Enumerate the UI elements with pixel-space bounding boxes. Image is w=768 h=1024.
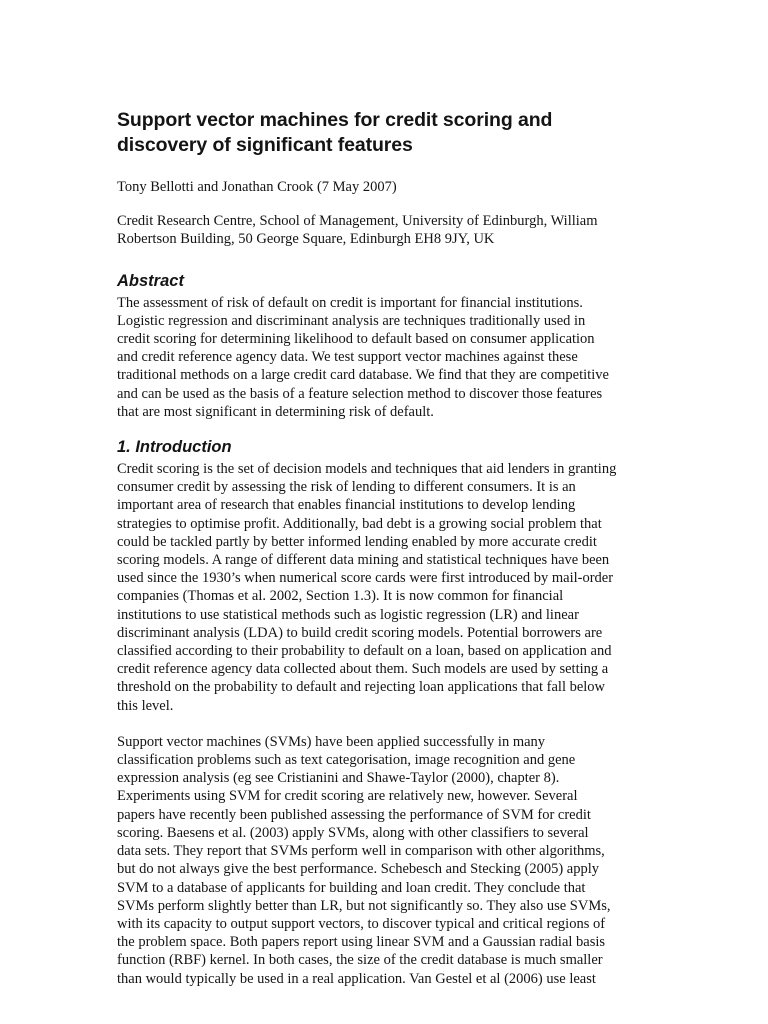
intro-line: used since the 1930’s when numerical score cards were first introduced by mail-order: [117, 570, 614, 587]
intro-line: classification problems such as text categorisation, image recognition and gene: [117, 752, 576, 769]
intro-line: threshold on the probability to default and rejecting loan applications that fall below: [117, 679, 606, 696]
authors-line: Tony Bellotti and Jonathan Crook (7 May 2007): [117, 179, 397, 195]
intro-line: classified according to their probability to default on a loan, based on application and: [117, 643, 612, 660]
introduction-heading: 1. Introduction: [117, 438, 232, 457]
title-line: discovery of significant features: [117, 134, 413, 156]
paper-page: [117, 108, 652, 988]
intro-line: discriminant analysis (LDA) to build credit scoring models. Potential borrowers are: [117, 624, 603, 641]
intro-line: with its capacity to output support vectors, to discover typical and critical regions of: [117, 915, 606, 932]
intro-line: this level.: [117, 697, 174, 714]
intro-line: scoring models. A range of different data mining and statistical techniques have been: [117, 552, 610, 569]
abstract-line: Logistic regression and discriminant analysis are techniques traditionally used in: [117, 312, 586, 329]
abstract-line: and credit reference agency data. We test support vector machines against these: [117, 349, 578, 366]
abstract-heading: Abstract: [117, 271, 184, 290]
affiliation-line: Robertson Building, 50 George Square, Edinburgh EH8 9JY, UK: [117, 231, 495, 248]
abstract-line: The assessment of risk of default on credit is important for financial institutions.: [117, 294, 583, 311]
intro-line: than would typically be used in a real application. Van Gestel et al (2006) use least: [117, 970, 596, 987]
abstract-line: traditional methods on a large credit card database. We find that they are competitive: [117, 367, 609, 384]
intro-line: SVM to a database of applicants for building and loan credit. They conclude that: [117, 879, 586, 896]
intro-line: data sets. They report that SVMs perform well in comparison with other algorithms,: [117, 843, 605, 860]
intro-line: but do not always give the best performance. Schebesch and Stecking (2005) apply: [117, 861, 599, 878]
intro-line: function (RBF) kernel. In both cases, the size of the credit database is much smaller: [117, 952, 603, 969]
intro-line: institutions to use statistical methods such as logistic regression (LR) and linear: [117, 606, 579, 623]
abstract-body: [117, 294, 652, 421]
affiliation: [117, 212, 652, 248]
intro-line: strategies to optimise profit. Additionally, bad debt is a growing social problem that: [117, 515, 602, 532]
affiliation-line: Credit Research Centre, School of Management, University of Edinburgh, William: [117, 213, 598, 230]
intro-line: important area of research that enables financial institutions to develop lending: [117, 497, 576, 514]
abstract-line: and can be used as the basis of a feature selection method to discover those features: [117, 385, 603, 402]
intro-line: consumer credit by assessing the risk of lending to different consumers. It is an: [117, 479, 576, 496]
intro-line: Support vector machines (SVMs) have been applied successfully in many: [117, 733, 546, 750]
intro-line: scoring. Baesens et al. (2003) apply SVMs, along with other classifiers to several: [117, 824, 589, 841]
intro-line: Credit scoring is the set of decision models and techniques that aid lenders in granting: [117, 461, 617, 478]
intro-line: papers have recently been published assessing the performance of SVM for credit: [117, 806, 591, 823]
intro-line: the problem space. Both papers report using linear SVM and a Gaussian radial basis: [117, 934, 606, 951]
intro-line: credit reference agency data collected about them. Such models are used by setting a: [117, 661, 609, 678]
abstract-line: that are most significant in determining risk of default.: [117, 403, 434, 420]
intro-line: expression analysis (eg see Cristianini and Shawe-Taylor (2000), chapter 8).: [117, 770, 560, 787]
intro-paragraph-2: [117, 733, 652, 988]
intro-line: Experiments using SVM for credit scoring are relatively new, however. Several: [117, 788, 578, 805]
abstract-line: credit scoring for determining likelihood to default based on consumer application: [117, 331, 595, 348]
intro-line: could be tackled partly by better informed lending enabled by more accurate credit: [117, 533, 597, 550]
intro-line: SVMs perform slightly better than LR, but not significantly so. They also use SVMs,: [117, 897, 611, 914]
paper-title: [117, 108, 652, 158]
intro-line: companies (Thomas et al. 2002, Section 1.3). It is now common for financial: [117, 588, 564, 605]
title-line: Support vector machines for credit scoring and: [117, 109, 553, 131]
intro-paragraph-1: [117, 460, 652, 715]
